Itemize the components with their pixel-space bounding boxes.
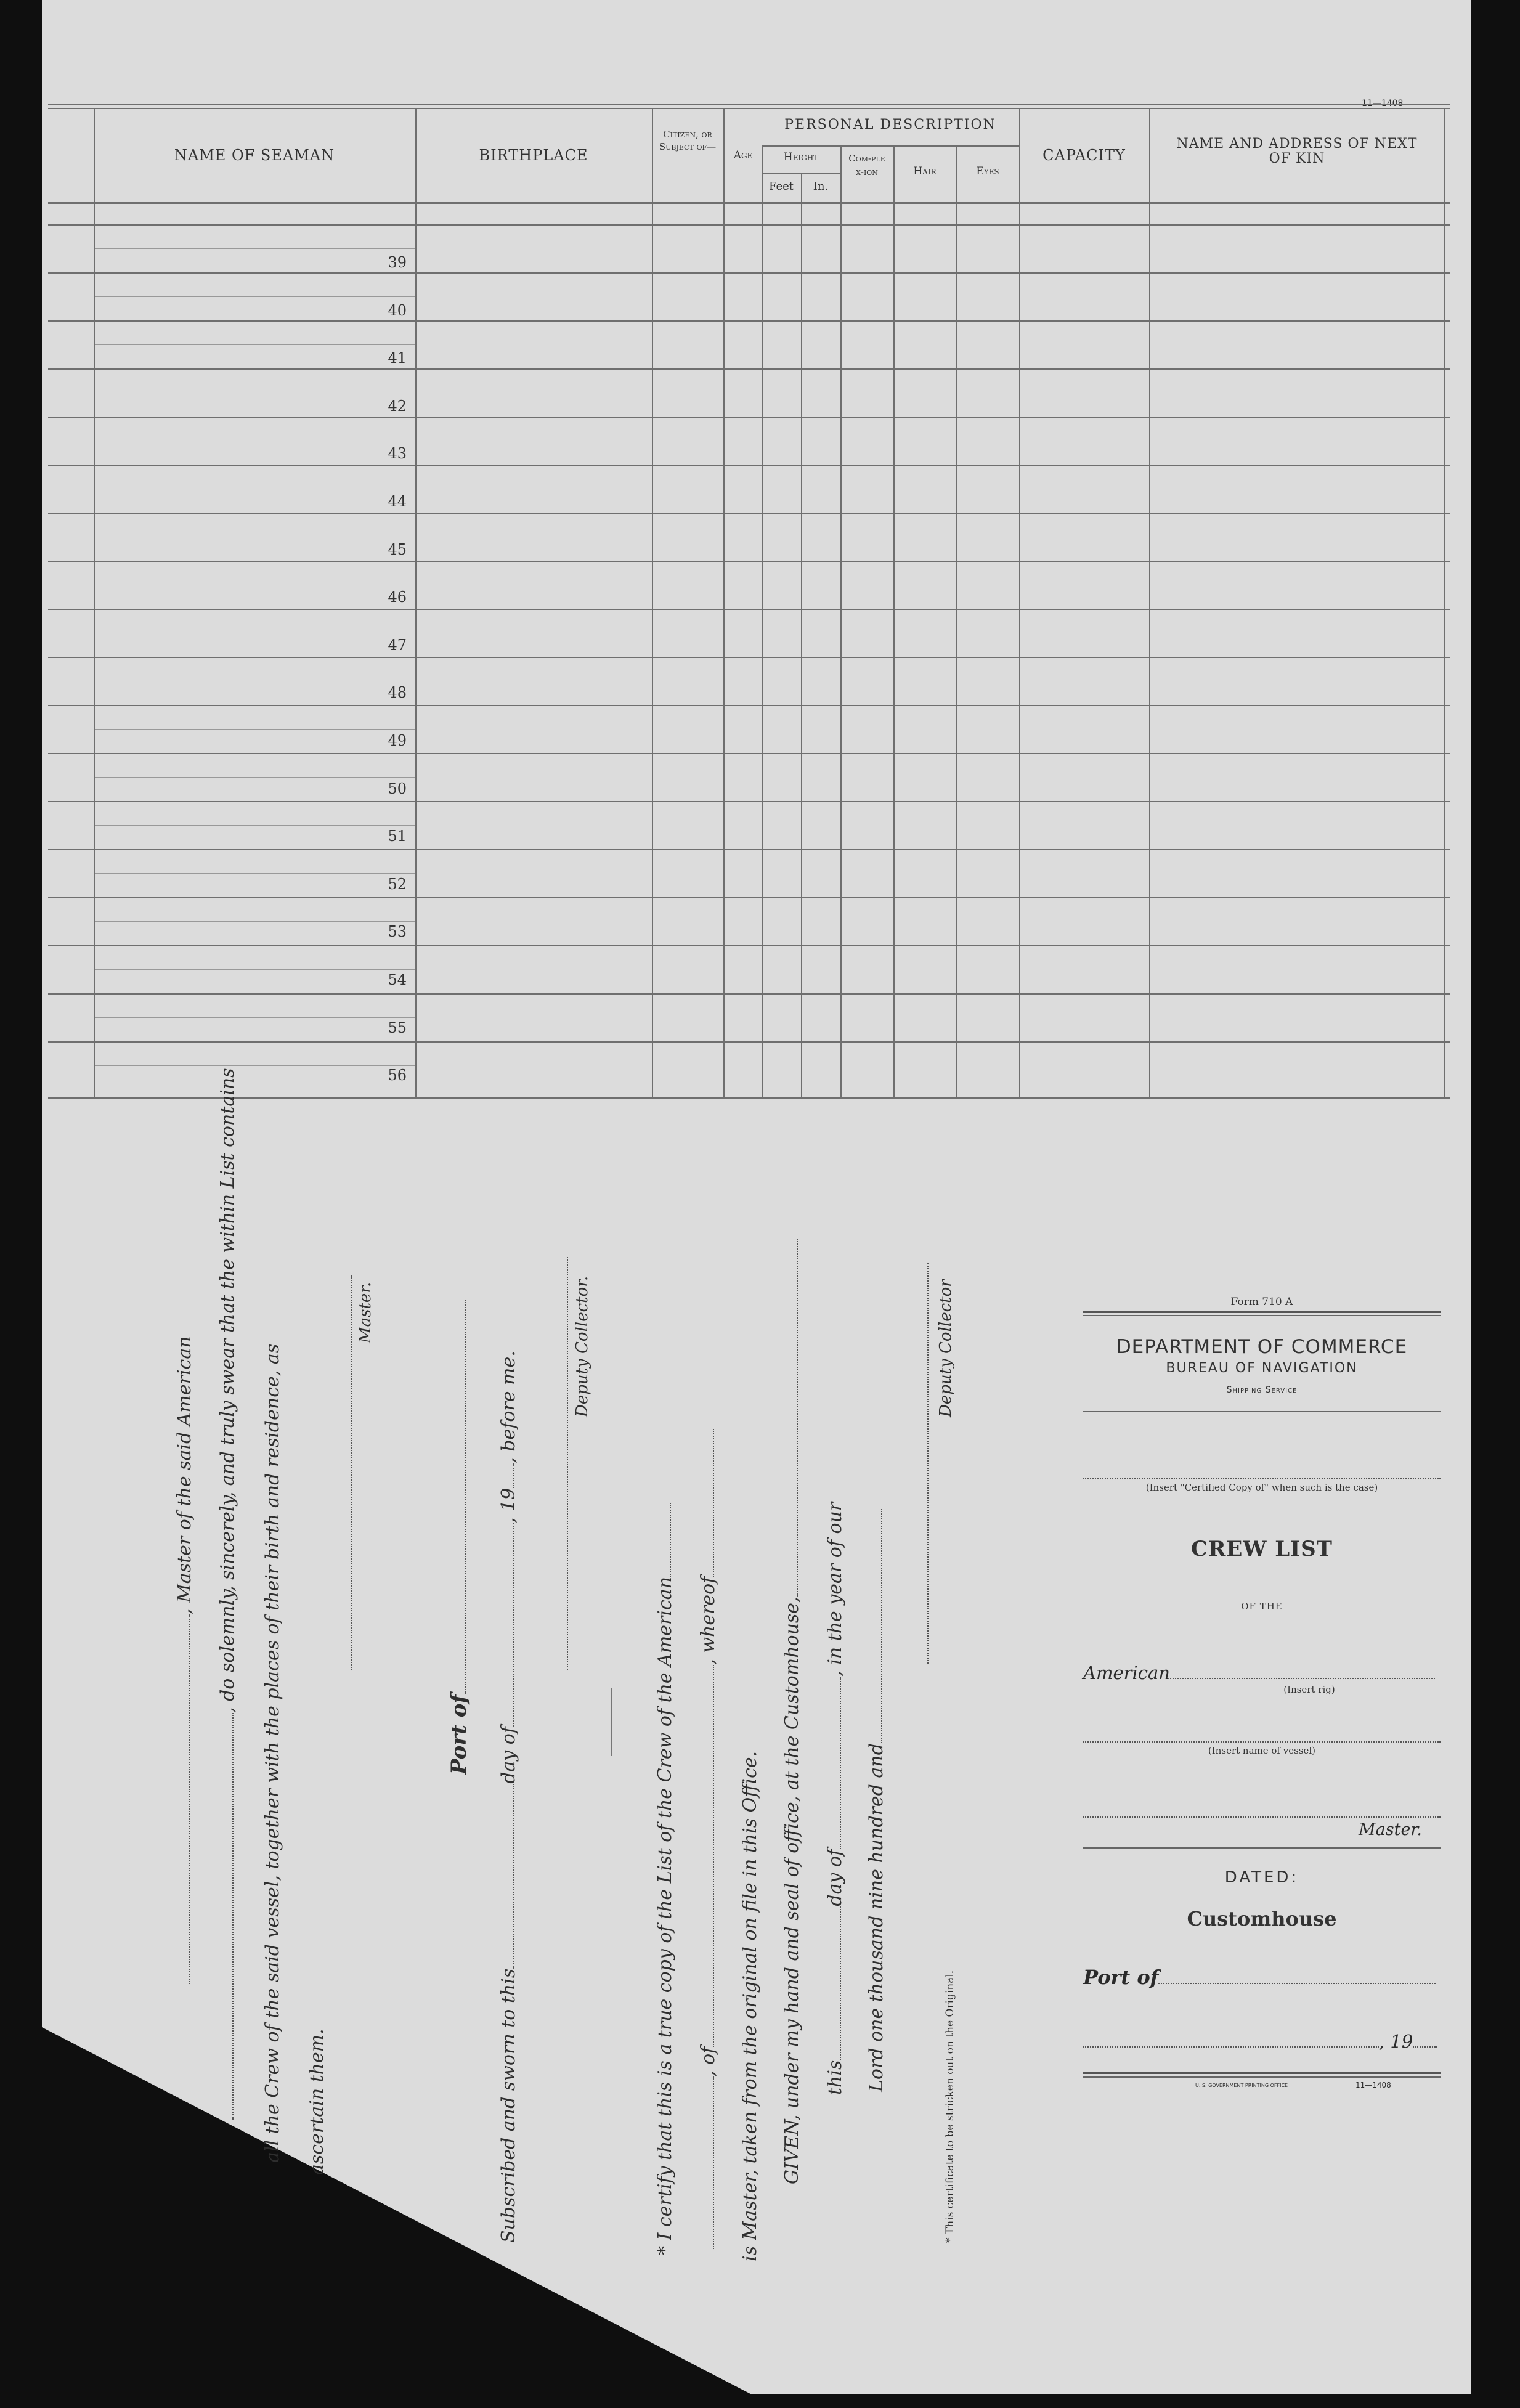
- cover-crew-list-title: CREW LIST: [1191, 1537, 1333, 1561]
- header-citizen: Citizen, or Subject of—: [659, 129, 717, 152]
- row-line: [48, 753, 1450, 754]
- cover-insert-certified: (Insert "Certified Copy of" when such is the case): [1145, 1482, 1378, 1493]
- row-number: 52: [388, 875, 407, 893]
- row-number: 54: [388, 971, 407, 988]
- row-number: 47: [388, 636, 407, 654]
- row-line: [48, 465, 1450, 466]
- cover-service: Shipping Service: [1226, 1385, 1298, 1395]
- row-subline: [94, 296, 415, 297]
- oath-master-label: Master.: [356, 1282, 375, 1343]
- row-line: [48, 897, 1450, 898]
- header-feet: Feet: [768, 180, 794, 193]
- row-number: 56: [388, 1067, 407, 1084]
- row-line: [48, 561, 1450, 562]
- cover-master: Master.: [1359, 1820, 1422, 1839]
- row-number: 55: [388, 1019, 407, 1036]
- header-name-of-seaman: NAME OF SEAMAN: [174, 147, 335, 164]
- row-number: 46: [388, 588, 407, 606]
- cover-customhouse: Customhouse: [1187, 1907, 1337, 1930]
- certificate-deputy-collector: Deputy Collector: [937, 1279, 955, 1417]
- row-number: 48: [388, 684, 407, 702]
- row-number: 50: [388, 779, 407, 797]
- row-line: [48, 224, 1450, 226]
- row-subline: [94, 729, 415, 730]
- row-subline: [94, 921, 415, 922]
- header-eyes: Eyes: [976, 165, 999, 177]
- oath-deputy-collector: Deputy Collector.: [573, 1275, 591, 1417]
- cover-dated: DATED:: [1224, 1868, 1299, 1887]
- row-number: 51: [388, 828, 407, 845]
- row-number: 39: [388, 254, 407, 271]
- header-next-of-kin: NAME AND ADDRESS OF NEXT OF KIN: [1176, 136, 1418, 166]
- cover-american-line: American: [1083, 1662, 1441, 1683]
- row-subline: [94, 1017, 415, 1018]
- row-line: [48, 993, 1450, 995]
- row-number: 42: [388, 397, 407, 415]
- row-line: [48, 657, 1450, 658]
- row-subline: [94, 825, 415, 826]
- row-subline: [94, 873, 415, 874]
- row-line: [48, 705, 1450, 706]
- row-subline: [94, 777, 415, 778]
- oath-subscribed-line: Subscribed and sworn to thisday of, 19, before me.: [498, 1351, 519, 2243]
- oath-line-2: , do solemnly, sincerely, and truly swear that the within List contains: [217, 1068, 238, 2120]
- oath-port-of: Port of: [447, 1300, 471, 1775]
- row-line: [48, 417, 1450, 418]
- header-hair: Hair: [913, 165, 937, 177]
- row-subline: [94, 248, 415, 249]
- row-number: 40: [388, 301, 407, 319]
- row-number: 53: [388, 923, 407, 941]
- certificate-line-6: Lord one thousand nine hundred and: [866, 1509, 887, 2092]
- cover-insert-vessel: (Insert name of vessel): [1208, 1745, 1316, 1756]
- row-line: [48, 801, 1450, 802]
- cover-form-number: Form 710 A: [1230, 1296, 1293, 1308]
- header-height: Height: [783, 151, 819, 163]
- row-subline: [94, 969, 415, 970]
- cover-insert-rig: (Insert rig): [1283, 1684, 1335, 1695]
- certificate-line-5: thisday of, in the year of our: [824, 1502, 846, 2095]
- cover-form-code: 11—1408: [1355, 2081, 1391, 2089]
- row-subline: [94, 1065, 415, 1066]
- row-line: [48, 609, 1450, 610]
- row-subline: [94, 344, 415, 345]
- row-number: 41: [388, 349, 407, 367]
- certificate-line-4: GIVEN, under my hand and seal of office, at the Customhouse,: [781, 1239, 803, 2184]
- oath-line-3: all the Crew of the said vessel, together with the places of their birth and residence, as: [262, 1343, 283, 2163]
- row-line: [48, 945, 1450, 946]
- header-age: Age: [733, 149, 753, 161]
- certificate-line-3: is Master, taken from the original on file in this Office.: [739, 1751, 761, 2261]
- header-personal-description: PERSONAL DESCRIPTION: [784, 117, 996, 132]
- row-line: [48, 513, 1450, 514]
- cover-printer: U. S. GOVERNMENT PRINTING OFFICE: [1195, 2083, 1288, 2088]
- header-complexion: Com-plex-ion: [848, 153, 885, 177]
- row-line: [48, 1041, 1450, 1043]
- row-number: 43: [388, 445, 407, 463]
- cover-year-line: , 19: [1083, 2031, 1441, 2052]
- oath-line-4: ascertain them.: [306, 2028, 328, 2175]
- row-number: 45: [388, 540, 407, 558]
- row-line: [48, 272, 1450, 274]
- oath-line-1: , Master of the said American: [174, 1336, 195, 1984]
- row-line: [48, 849, 1450, 850]
- cover-department: DEPARTMENT OF COMMERCE: [1116, 1336, 1408, 1358]
- header-capacity: CAPACITY: [1042, 147, 1126, 164]
- row-number: 49: [388, 732, 407, 749]
- row-number: 44: [388, 493, 407, 510]
- row-line: [48, 320, 1450, 322]
- certificate-line-1: * I certify that this is a true copy of the List of the Crew of the American: [654, 1503, 676, 2255]
- certificate-footnote: * This certificate to be stricken out on the Original.: [944, 1970, 956, 2243]
- cover-of-the: OF THE: [1241, 1601, 1283, 1612]
- header-birthplace: BIRTHPLACE: [479, 147, 588, 164]
- cover-port-of-line: Port of: [1083, 1966, 1441, 1989]
- header-in: In.: [813, 180, 829, 193]
- row-line: [48, 368, 1450, 370]
- certificate-line-2: , of, whereof: [697, 1429, 719, 2249]
- cover-bureau: BUREAU OF NAVIGATION: [1166, 1361, 1358, 1376]
